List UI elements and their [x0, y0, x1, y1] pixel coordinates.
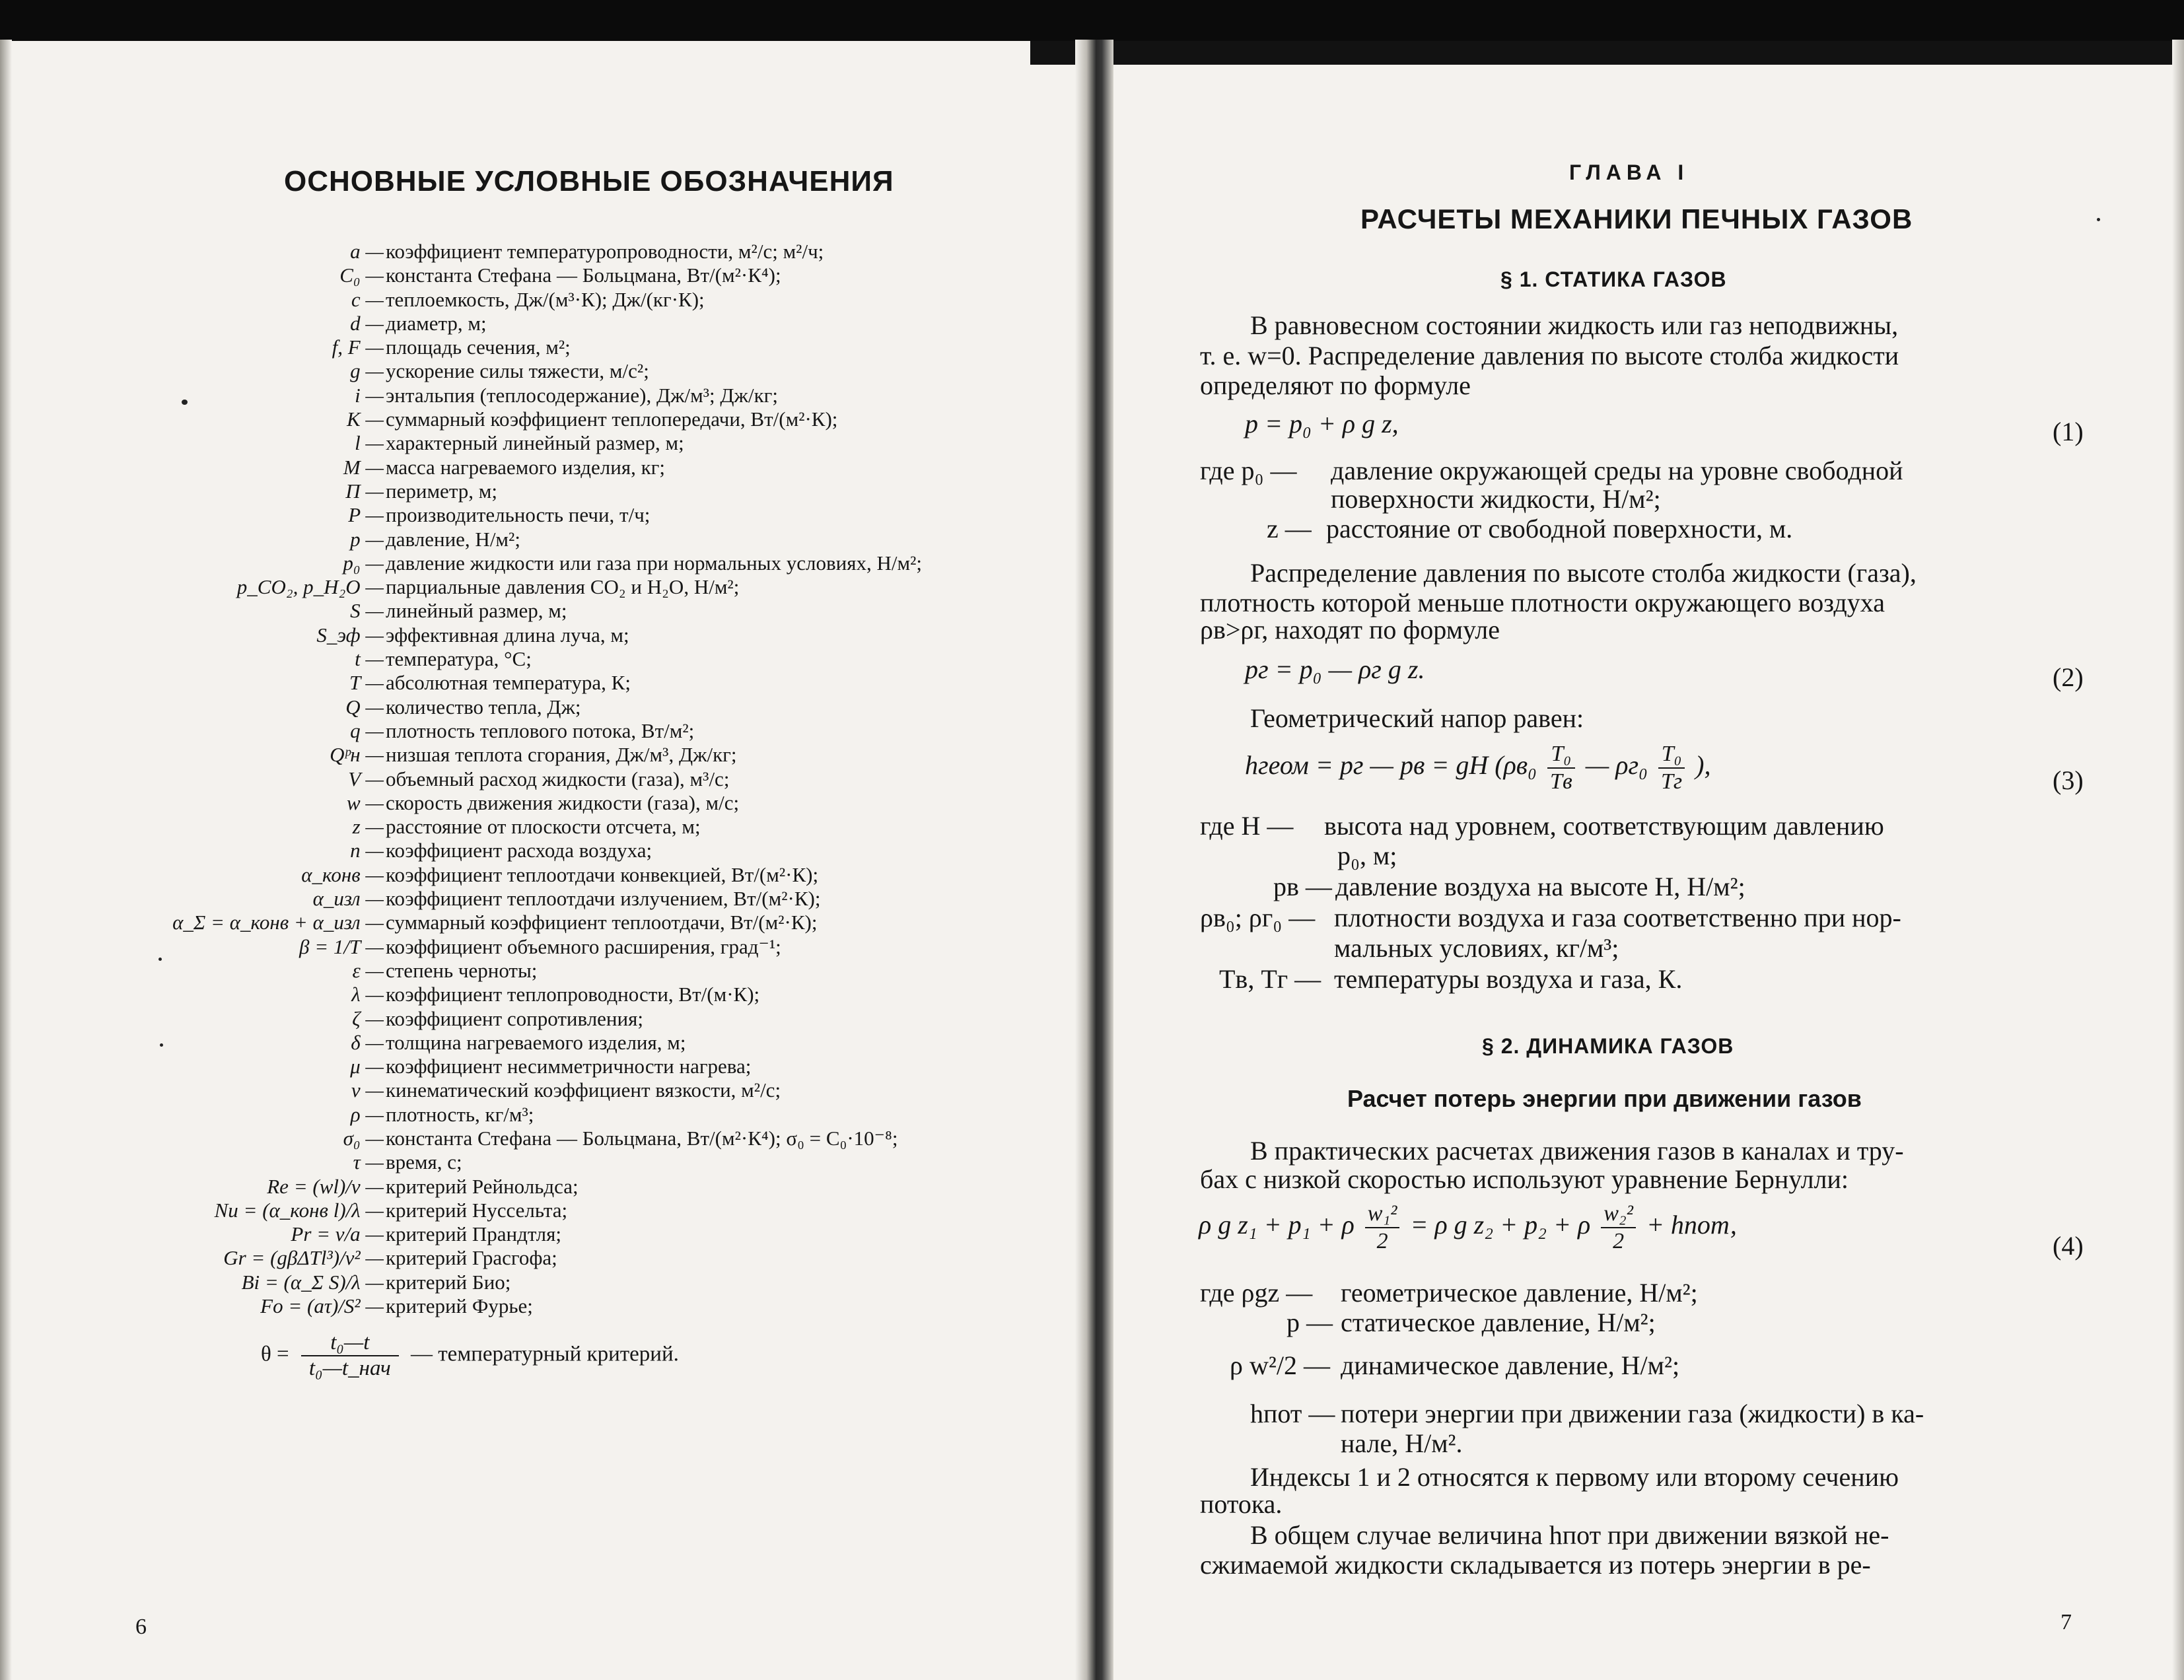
symbol: β = 1/T —	[299, 934, 384, 958]
where-lead: где ρgz —	[1200, 1278, 1313, 1308]
where-lead: p —	[1286, 1308, 1333, 1337]
symbol-description: плотность теплового потока, Вт/м²;	[386, 718, 695, 742]
symbol-row	[119, 719, 1057, 743]
formula-4-part-c: + hпот,	[1646, 1210, 1737, 1240]
symbol-description: характерный линейный размер, м;	[386, 431, 684, 455]
symbol-description: линейный размер, м;	[386, 599, 567, 623]
where-text: поверхности жидкости, Н/м²;	[1331, 484, 1661, 514]
symbol-row	[119, 1127, 1057, 1150]
symbol-row	[119, 384, 1057, 407]
symbol: f, F —	[332, 335, 384, 359]
symbol-description: ускорение силы тяжести, м/с²;	[386, 359, 649, 383]
symbol: δ —	[351, 1030, 384, 1054]
where-lead: hпот —	[1250, 1399, 1335, 1428]
symbol-row	[119, 1246, 1057, 1270]
symbol-description: количество тепла, Дж;	[386, 695, 581, 718]
scan-speck	[160, 1043, 163, 1047]
paragraph-line: Геометрический напор равен:	[1250, 703, 1584, 733]
where-lead: pв —	[1273, 872, 1332, 901]
symbol-row	[119, 551, 1057, 575]
symbol-description: суммарный коэффициент теплоотдачи, Вт/(м²·К);	[386, 911, 818, 934]
symbol-description: время, с;	[386, 1150, 462, 1174]
numerator: w₁²	[1365, 1201, 1400, 1228]
symbol: λ —	[351, 983, 384, 1006]
symbol-row	[119, 335, 1057, 359]
symbol: w —	[347, 790, 384, 814]
paragraph-line: ρв>ρг, находят по формуле	[1200, 615, 1500, 645]
symbol-row	[119, 863, 1057, 887]
where-text: динамическое давление, Н/м²;	[1341, 1350, 1680, 1380]
symbol-description: коэффициент объемного расширения, град⁻¹;	[386, 934, 781, 958]
formula-3-end: ),	[1695, 750, 1711, 781]
denominator: 2	[1613, 1229, 1625, 1253]
symbol-description: скорость движения жидкости (газа), м/с;	[386, 790, 740, 814]
symbol-row	[119, 911, 1057, 934]
theta-description: — температурный критерий.	[411, 1342, 679, 1366]
symbol: α_конв —	[301, 862, 384, 886]
formula-3	[1245, 741, 1711, 795]
symbol-row	[119, 935, 1057, 959]
symbol: z —	[352, 815, 384, 839]
symbol-row	[119, 240, 1057, 263]
formula-3-lhs: hгеом = pг — pв = gH (ρв₀	[1245, 750, 1537, 781]
symbol-description: критерий Био;	[386, 1270, 511, 1294]
symbol-description: расстояние от плоскости отсчета, м;	[386, 815, 701, 839]
symbol-row	[119, 983, 1057, 1006]
symbol-description: низшая теплота сгорания, Дж/м³, Дж/кг;	[386, 743, 737, 767]
symbol-description: коэффициент теплопроводности, Вт/(м·К);	[386, 983, 760, 1006]
symbol: α_Σ = α_конв + α_изл —	[172, 911, 384, 934]
symbol-row	[119, 887, 1057, 911]
symbol-description: теплоемкость, Дж/(м³·К); Дж/(кг·К);	[386, 287, 705, 311]
symbol-row	[119, 1199, 1057, 1222]
symbol: T —	[349, 671, 384, 695]
where-text: давление воздуха на высоте H, Н/м²;	[1335, 872, 1745, 901]
symbol-description: коэффициент несимметричности нагрева;	[386, 1055, 752, 1078]
symbol-description: производительность печи, т/ч;	[386, 503, 651, 527]
symbol-description: объемный расход жидкости (газа), м³/с;	[386, 767, 730, 790]
symbol: Gr = (gβΔTl³)/ν² —	[223, 1246, 384, 1270]
symbol-description: критерий Грасгофа;	[386, 1246, 557, 1270]
symbol-description: константа Стефана — Больцмана, Вт/(м²·К⁴); σ₀ = C₀·10⁻⁸;	[386, 1126, 898, 1150]
symbol: V —	[348, 767, 384, 790]
formula-2: pг = p₀ — ρг g z.	[1245, 654, 1425, 684]
symbol-description: коэффициент теплоотдачи конвекцией, Вт/(м²·К);	[386, 862, 819, 886]
symbol-row	[119, 1271, 1057, 1294]
symbol-description: кинематический коэффициент вязкости, м²/с;	[386, 1078, 781, 1102]
symbol-row	[119, 959, 1057, 983]
symbol-description: энтальпия (теплосодержание), Дж/м³; Дж/кг;	[386, 383, 778, 407]
symbol-description: абсолютная температура, К;	[386, 671, 631, 695]
symbol-description: критерий Рейнольдса;	[386, 1174, 579, 1198]
symbol-row	[119, 1175, 1057, 1199]
symbol-description: критерий Прандтля;	[386, 1222, 562, 1246]
symbol: Re = (wl)/ν —	[267, 1174, 384, 1198]
symbol-description: температура, °С;	[386, 647, 532, 671]
fraction	[1365, 1201, 1400, 1255]
symbol: Nu = (α_конв l)/λ —	[214, 1198, 384, 1222]
paragraph-line: В общем случае величина hпот при движении вязкой не-	[1250, 1520, 1889, 1550]
where-text: мальных условиях, кг/м³;	[1334, 933, 1619, 963]
scan-speck	[159, 958, 162, 961]
symbol: P —	[348, 503, 384, 527]
symbol-row	[119, 599, 1057, 623]
symbol-row	[119, 695, 1057, 719]
symbol-row	[119, 1078, 1057, 1102]
symbol: П —	[345, 479, 384, 503]
symbol: S_эф —	[316, 623, 384, 647]
fraction	[1547, 741, 1575, 795]
symbol-row	[119, 671, 1057, 695]
paragraph-line: сжимаемой жидкости складывается из потерь энергии в ре-	[1200, 1550, 1871, 1580]
symbol-row	[119, 623, 1057, 647]
symbol-description: парциальные давления CO₂ и H₂O, Н/м²;	[386, 575, 740, 599]
section-2-heading: § 2. ДИНАМИКА ГАЗОВ	[1482, 1034, 1734, 1058]
symbol-description: степень черноты;	[386, 958, 538, 982]
symbol-description: плотность, кг/м³;	[386, 1102, 534, 1126]
equation-number-2: (2)	[2053, 662, 2084, 692]
paragraph-line: В равновесном состоянии жидкость или газ неподвижны,	[1250, 310, 1899, 340]
symbol-row	[119, 1103, 1057, 1127]
where-lead: Tв, Tг —	[1219, 964, 1321, 994]
symbol-description: коэффициент расхода воздуха;	[386, 839, 652, 862]
symbol: g —	[350, 359, 384, 383]
symbol: d —	[350, 311, 384, 335]
numerator: T₀	[1547, 741, 1575, 769]
symbol: Qᵖн —	[330, 743, 384, 767]
fraction	[1601, 1201, 1636, 1255]
paragraph-line: В практических расчетах движения газов в каналах и тру-	[1250, 1136, 1904, 1166]
symbol: τ —	[353, 1150, 384, 1174]
section-1-heading: § 1. СТАТИКА ГАЗОВ	[1500, 267, 1727, 291]
symbol-description: константа Стефана — Больцмана, Вт/(м²·К⁴);	[386, 263, 781, 287]
symbol: t —	[355, 647, 384, 671]
where-text: расстояние от свободной поверхности, м.	[1326, 514, 1793, 543]
fraction	[1658, 741, 1685, 795]
symbol: α_изл —	[312, 887, 384, 911]
symbol-row	[119, 839, 1057, 862]
symbol-description: периметр, м;	[386, 479, 497, 503]
where-text: высота над уровнем, соответствующим давлению	[1324, 811, 1884, 841]
symbol-description: коэффициент сопротивления;	[386, 1006, 643, 1030]
symbol-row	[119, 743, 1057, 767]
symbol-description: критерий Нуссельта;	[386, 1198, 568, 1222]
symbol-row	[119, 456, 1057, 479]
symbol-row	[119, 575, 1057, 599]
denominator: Tг	[1660, 769, 1683, 794]
theta-criterion	[261, 1331, 679, 1381]
where-text: статическое давление, Н/м²;	[1341, 1308, 1656, 1337]
symbol-row	[119, 1294, 1057, 1318]
where-lead: z —	[1267, 514, 1312, 543]
symbol: M —	[343, 455, 384, 479]
scan-right-edge	[2172, 40, 2184, 1680]
symbol-row	[119, 288, 1057, 312]
symbol: p_CO₂, p_H₂O —	[236, 575, 384, 599]
page-number-left: 6	[135, 1615, 147, 1639]
scan-speck	[182, 400, 188, 405]
symbol: Fo = (aτ)/S² —	[260, 1294, 384, 1318]
equation-number-1: (1)	[2053, 417, 2084, 446]
paragraph-line: плотность которой меньше плотности окружающего воздуха	[1200, 588, 1885, 617]
paragraph-line: потока.	[1200, 1489, 1283, 1519]
symbol: p₀ —	[343, 551, 384, 575]
symbol: q —	[350, 718, 384, 742]
symbol: ζ —	[352, 1006, 384, 1030]
formula-1: p = p₀ + ρ g z,	[1245, 409, 1399, 438]
chapter-title: РАСЧЕТЫ МЕХАНИКИ ПЕЧНЫХ ГАЗОВ	[1360, 203, 1913, 234]
where-text: потери энергии при движении газа (жидкости) в ка-	[1341, 1399, 1924, 1428]
formula-3-mid: — ρг₀	[1585, 750, 1648, 781]
paragraph-line: Индексы 1 и 2 относятся к первому или второму сечению	[1250, 1462, 1899, 1492]
where-text: p₀, м;	[1337, 841, 1397, 870]
symbol: S —	[350, 599, 384, 623]
symbol-row	[119, 312, 1057, 335]
scan-top-border	[0, 0, 2184, 41]
symbol-description: диаметр, м;	[386, 311, 487, 335]
symbol: ν —	[351, 1078, 384, 1102]
symbol-row	[119, 263, 1057, 287]
where-text: давление окружающей среды на уровне свободной	[1331, 456, 1903, 485]
symbol-description: коэффициент теплоотдачи излучением, Вт/(м²·К);	[386, 887, 821, 911]
where-text: геометрическое давление, Н/м²;	[1341, 1278, 1698, 1308]
symbol-row	[119, 1055, 1057, 1078]
scan-top-border-right	[1030, 41, 2184, 65]
subsection-heading: Расчет потерь энергии при движении газов	[1347, 1085, 1862, 1112]
where-lead: где H —	[1200, 811, 1294, 841]
theta-fraction	[301, 1331, 399, 1381]
symbol-row	[119, 1031, 1057, 1055]
symbol: C₀ —	[339, 263, 384, 287]
where-text: температуры воздуха и газа, К.	[1334, 964, 1683, 994]
where-lead: ρв₀; ρг₀ —	[1200, 903, 1316, 932]
symbol: i —	[355, 383, 384, 407]
symbol-row	[119, 1222, 1057, 1246]
symbol-description: толщина нагреваемого изделия, м;	[386, 1030, 686, 1054]
symbol: ε —	[352, 958, 384, 982]
theta-denominator: t₀—t_нач	[308, 1356, 391, 1380]
symbol-description: критерий Фурье;	[386, 1294, 533, 1318]
symbol-list	[119, 240, 1057, 1318]
page-number-right: 7	[2061, 1610, 2072, 1634]
equation-number-4: (4)	[2053, 1231, 2084, 1261]
symbol: n —	[350, 839, 384, 862]
symbol: μ —	[350, 1055, 384, 1078]
symbol: ρ —	[350, 1102, 384, 1126]
numerator: w₂²	[1601, 1201, 1636, 1228]
symbol: Pr = ν/a —	[291, 1222, 384, 1246]
symbol-description: коэффициент температуропроводности, м²/с; м²/ч;	[386, 240, 824, 263]
symbol-description: эффективная длина луча, м;	[386, 623, 629, 647]
formula-4-part-b: = ρ g z₂ + p₂ + ρ	[1410, 1210, 1591, 1240]
paragraph-line: определяют по формуле	[1200, 370, 1471, 400]
symbol: Q —	[345, 695, 384, 718]
equation-number-3: (3)	[2053, 765, 2084, 795]
symbol-description: площадь сечения, м²;	[386, 335, 571, 359]
symbol-row	[119, 815, 1057, 839]
symbol-row	[119, 647, 1057, 671]
symbol: Bi = (α_Σ S)/λ —	[241, 1270, 384, 1294]
symbol-description: давление жидкости или газа при нормальных условиях, Н/м²;	[386, 551, 922, 575]
book-spine-gutter	[1075, 40, 1113, 1680]
formula-4-part-a: ρ g z₁ + p₁ + ρ	[1199, 1210, 1355, 1240]
symbol-row	[119, 528, 1057, 551]
symbol: l —	[355, 431, 384, 455]
symbol-row	[119, 1007, 1057, 1031]
symbol: a —	[350, 240, 384, 263]
symbol-row	[119, 359, 1057, 383]
symbol: c —	[351, 287, 384, 311]
symbol: σ₀ —	[343, 1126, 384, 1150]
paragraph-line: т. е. w=0. Распределение давления по высоте столба жидкости	[1200, 341, 1899, 370]
where-text: нале, Н/м².	[1341, 1428, 1463, 1458]
symbol-description: давление, Н/м²;	[386, 527, 520, 551]
chapter-label: ГЛАВА I	[1569, 160, 1689, 184]
where-lead: ρ w²/2 —	[1230, 1350, 1330, 1380]
theta-lhs: θ =	[261, 1342, 289, 1366]
theta-numerator: t₀—t	[301, 1331, 399, 1356]
symbol-row	[119, 791, 1057, 815]
paragraph-line: Распределение давления по высоте столба жидкости (газа),	[1250, 558, 1917, 588]
where-text: плотности воздуха и газа соответственно при нор-	[1334, 903, 1901, 932]
symbol-description: масса нагреваемого изделия, кг;	[386, 455, 665, 479]
denominator: 2	[1376, 1229, 1388, 1253]
symbol: p —	[350, 527, 384, 551]
symbol-row	[119, 1150, 1057, 1174]
denominator: Tв	[1550, 769, 1572, 794]
symbol-row	[119, 431, 1057, 455]
scan-speck	[2097, 218, 2100, 221]
scan-left-edge	[0, 40, 12, 1680]
page-title: ОСНОВНЫЕ УСЛОВНЫЕ ОБОЗНАЧЕНИЯ	[284, 165, 894, 197]
where-lead: где p₀ —	[1200, 456, 1297, 485]
symbol: K —	[347, 407, 384, 431]
symbol-description: суммарный коэффициент теплопередачи, Вт/(м²·К);	[386, 407, 838, 431]
numerator: T₀	[1658, 741, 1685, 769]
symbol-row	[119, 479, 1057, 503]
symbol-row	[119, 767, 1057, 791]
symbol-row	[119, 407, 1057, 431]
formula-4	[1199, 1201, 1737, 1255]
paragraph-line: бах с низкой скоростью используют уравнение Бернулли:	[1200, 1164, 1849, 1194]
symbol-row	[119, 503, 1057, 527]
